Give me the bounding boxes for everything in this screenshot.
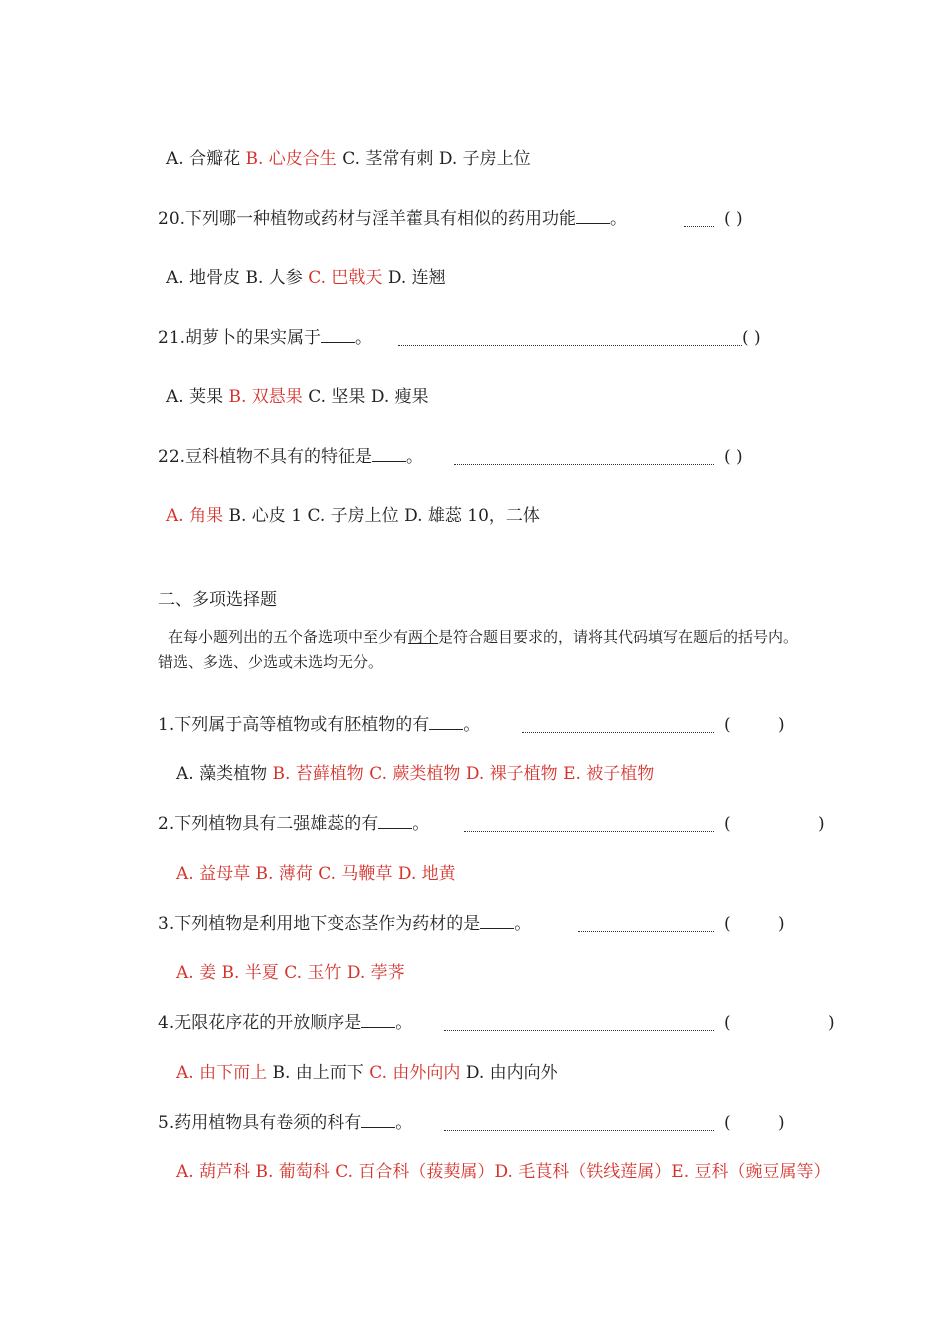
mc1-period: 。 xyxy=(463,715,481,735)
mc5-answer-blank[interactable] xyxy=(361,1111,395,1128)
instructions-underlined: 两个 xyxy=(408,628,439,646)
mc3-option-d: D. 荸荠 xyxy=(346,963,405,983)
mc5-option-a: A. 葫芦科 xyxy=(176,1162,256,1182)
mc5-paren-open[interactable]: ( xyxy=(724,1113,731,1133)
mc5-text: 药用植物具有卷须的科有 xyxy=(174,1113,362,1133)
mc2-option-c: C. 马鞭草 xyxy=(318,864,398,884)
q21-option-b: B. 双悬果 xyxy=(228,387,309,407)
mc2-paren-open[interactable]: ( xyxy=(724,814,731,834)
q21-answer-blank[interactable] xyxy=(321,326,355,343)
mc4-option-b: B. 由上而下 xyxy=(272,1063,370,1083)
mc3-option-a: A. 姜 xyxy=(176,963,222,983)
q21-options xyxy=(166,385,429,409)
mc4-stem xyxy=(158,1011,412,1035)
q21-stem xyxy=(158,326,372,350)
q21-option-a: A. 荚果 xyxy=(166,387,229,407)
mc4-text: 无限花序花的开放顺序是 xyxy=(174,1013,362,1033)
mc4-options xyxy=(176,1061,558,1085)
q22-option-a: A. 角果 xyxy=(166,506,229,526)
mc3-option-c: C. 玉竹 xyxy=(284,963,347,983)
instructions-part-b: 是符合题目要求的，请将其代码填写在题后的括号内。 xyxy=(438,628,799,646)
mc5-paren-close: ) xyxy=(778,1113,785,1133)
instructions-part-a: 在每小题列出的五个备选项中至少有 xyxy=(168,628,409,646)
mc1-option-e: E. 被子植物 xyxy=(563,764,655,784)
q20-text: 下列哪一种植物或药材与淫羊藿具有相似的药用功能 xyxy=(185,209,577,229)
q20-option-a: A. 地骨皮 xyxy=(166,268,246,288)
mc5-period: 。 xyxy=(395,1113,413,1133)
mc2-option-a: A. 益母草 xyxy=(176,864,256,884)
mc3-option-b: B. 半夏 xyxy=(221,963,285,983)
mc4-option-d: D. 由内向外 xyxy=(465,1063,558,1083)
q22-options xyxy=(166,504,540,528)
q19-option-d: D. 子房上位 xyxy=(438,149,531,169)
mc4-number: 4. xyxy=(158,1013,175,1033)
mc1-option-b: B. 苔藓植物 xyxy=(272,764,370,784)
q22-option-b: B. 心皮 1 xyxy=(228,506,308,526)
mc5-option-b: B. 葡萄科 xyxy=(255,1162,336,1182)
q19-option-b: B. 心皮合生 xyxy=(245,149,343,169)
instructions-line-2: 错选、多选、少选或未选均无分。 xyxy=(158,653,384,671)
q22-period: 。 xyxy=(406,447,424,467)
mc4-answer-blank[interactable] xyxy=(361,1011,395,1028)
mc1-options xyxy=(176,762,654,786)
mc2-options xyxy=(176,862,456,886)
q19-option-c: C. 茎常有刺 xyxy=(342,149,439,169)
q22-option-c: C. 子房上位 xyxy=(307,506,405,526)
mc5-leader-dots xyxy=(444,1130,714,1131)
q20-leader-dots xyxy=(684,226,714,227)
mc1-paren-open[interactable]: ( xyxy=(724,715,731,735)
mc1-paren-close: ) xyxy=(778,715,785,735)
q22-answer-blank[interactable] xyxy=(372,445,406,462)
mc1-leader-dots xyxy=(522,732,714,733)
mc2-answer-blank[interactable] xyxy=(378,812,412,829)
q21-paren[interactable]: ( ) xyxy=(742,328,761,348)
mc2-number: 2. xyxy=(158,814,175,834)
q20-option-d: D. 连翘 xyxy=(387,268,446,288)
mc4-leader-dots xyxy=(444,1030,714,1031)
mc4-option-c: C. 由外向内 xyxy=(369,1063,466,1083)
mc2-text: 下列植物具有二强雄蕊的有 xyxy=(174,814,379,834)
q20-stem xyxy=(158,207,627,231)
q20-period: 。 xyxy=(610,209,628,229)
mc1-option-d: D. 裸子植物 xyxy=(465,764,564,784)
mc1-option-c: C. 蕨类植物 xyxy=(369,764,466,784)
mc3-answer-blank[interactable] xyxy=(480,912,514,929)
mc4-paren-open[interactable]: ( xyxy=(724,1013,731,1033)
mc1-text: 下列属于高等植物或有胚植物的有 xyxy=(174,715,430,735)
mc3-text: 下列植物是利用地下变态茎作为药材的是 xyxy=(174,914,481,934)
mc5-option-c: C. 百合科（菝葜属） xyxy=(335,1162,495,1182)
mc4-period: 。 xyxy=(395,1013,413,1033)
q21-number: 21. xyxy=(158,328,186,348)
mc5-option-e: E. 豆科（豌豆属等） xyxy=(671,1162,831,1182)
q22-option-d: D. 雄蕊 10，二体 xyxy=(404,506,540,526)
q19-option-a: A. 合瓣花 xyxy=(166,149,246,169)
q21-period: 。 xyxy=(355,328,373,348)
q22-text: 豆科植物不具有的特征是 xyxy=(185,447,373,467)
q22-stem xyxy=(158,445,423,469)
q20-paren[interactable]: ( ) xyxy=(724,209,743,229)
q22-leader-dots xyxy=(454,464,714,465)
mc5-stem xyxy=(158,1111,412,1135)
instructions-line-1 xyxy=(168,626,798,648)
mc5-options xyxy=(176,1160,831,1184)
mc1-option-a: A. 藻类植物 xyxy=(176,764,273,784)
q21-option-d: D. 瘦果 xyxy=(370,387,429,407)
q21-leader-dots xyxy=(398,345,742,346)
q20-options xyxy=(166,266,446,290)
mc3-period: 。 xyxy=(514,914,532,934)
q20-option-b: B. 人参 xyxy=(245,268,309,288)
mc3-paren-open[interactable]: ( xyxy=(724,914,731,934)
q21-text: 胡萝卜的果实属于 xyxy=(185,328,322,348)
mc1-stem xyxy=(158,713,480,737)
q20-number: 20. xyxy=(158,209,186,229)
mc2-leader-dots xyxy=(464,831,714,832)
mc1-answer-blank[interactable] xyxy=(429,713,463,730)
mc4-paren-close: ) xyxy=(828,1013,835,1033)
q19-options xyxy=(166,147,531,171)
mc2-option-d: D. 地黄 xyxy=(397,864,456,884)
mc4-option-a: A. 由下而上 xyxy=(176,1063,273,1083)
mc2-option-b: B. 薄荷 xyxy=(255,864,319,884)
mc1-number: 1. xyxy=(158,715,175,735)
mc2-period: 。 xyxy=(412,814,430,834)
section-title: 二、多项选择题 xyxy=(158,590,277,610)
q20-option-c: C. 巴戟天 xyxy=(308,268,388,288)
q22-number: 22. xyxy=(158,447,186,467)
mc3-leader-dots xyxy=(578,931,714,932)
mc5-option-d: D. 毛茛科（铁线莲属） xyxy=(494,1162,672,1182)
mc2-stem xyxy=(158,812,429,836)
mc3-number: 3. xyxy=(158,914,175,934)
mc2-paren-close: ) xyxy=(818,814,825,834)
q20-answer-blank[interactable] xyxy=(576,207,610,224)
mc3-options xyxy=(176,961,405,985)
mc3-stem xyxy=(158,912,531,936)
q21-option-c: C. 坚果 xyxy=(308,387,371,407)
mc5-number: 5. xyxy=(158,1113,175,1133)
q22-paren[interactable]: ( ) xyxy=(724,447,743,467)
mc3-paren-close: ) xyxy=(778,914,785,934)
